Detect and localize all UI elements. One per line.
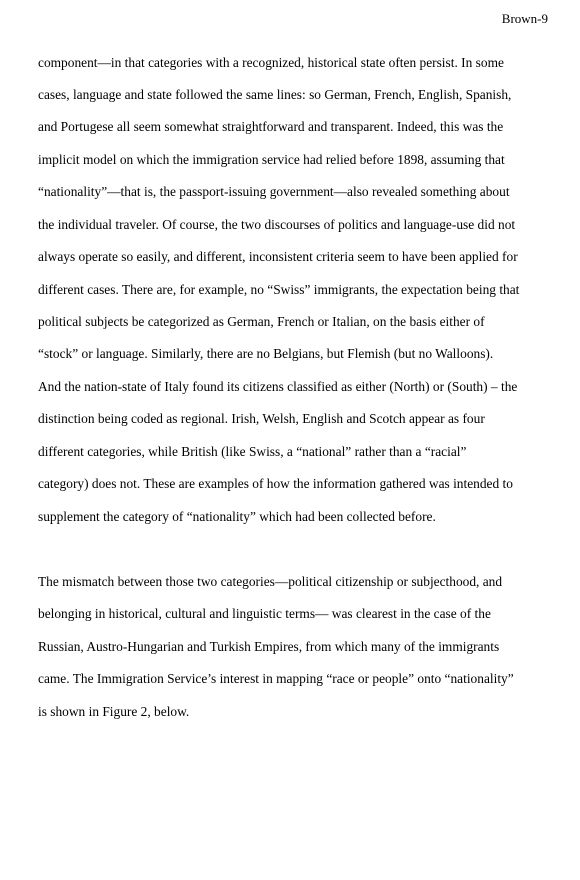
paragraph-line: came. The Immigration Service’s interest in mapping “race or people” onto “nationality” bbox=[38, 671, 514, 686]
paragraph-line: supplement the category of “nationality” which had been collected before. bbox=[38, 509, 436, 524]
paragraph-line: different categories, while British (like Swiss, a “national” rather than a “racial” bbox=[38, 444, 467, 459]
paragraph-line: The mismatch between those two categories—political citizenship or subjecthood, and bbox=[38, 574, 503, 589]
paragraph-line: belonging in historical, cultural and linguistic terms— was clearest in the case of the bbox=[38, 606, 491, 621]
paragraph-line: always operate so easily, and different, inconsistent criteria seem to have been applied for bbox=[38, 249, 518, 264]
paragraph-line: “stock” or language. Similarly, there are no Belgians, but Flemish (but no Walloons). bbox=[38, 346, 494, 361]
paragraph-line: the individual traveler. Of course, the two discourses of politics and language-use did not bbox=[38, 217, 516, 232]
paragraph-line: component—in that categories with a recognized, historical state often persist. In some bbox=[38, 55, 504, 70]
paragraph-line: cases, language and state followed the same lines: so German, French, English, Spanish, bbox=[38, 87, 512, 102]
paragraph-line: Russian, Austro-Hungarian and Turkish Empires, from which many of the immigrants bbox=[38, 639, 500, 654]
paragraph-line: political subjects be categorized as German, French or Italian, on the basis either of bbox=[38, 314, 485, 329]
paragraph-line: And the nation-state of Italy found its citizens classified as either (North) or (South) – the bbox=[38, 379, 518, 394]
paragraph-line: and Portugese all seem somewhat straightforward and transparent. Indeed, this was the bbox=[38, 119, 504, 134]
paragraph-line: category) does not. These are examples of how the information gathered was intended to bbox=[38, 476, 513, 491]
paragraph-line: “nationality”—that is, the passport-issuing government—also revealed something about bbox=[38, 184, 510, 199]
paragraph-line: distinction being coded as regional. Irish, Welsh, English and Scotch appear as four bbox=[38, 411, 485, 426]
paragraph-line: different cases. There are, for example, no “Swiss” immigrants, the expectation being that bbox=[38, 282, 520, 297]
paragraph-line: implicit model on which the immigration service had relied before 1898, assuming that bbox=[38, 152, 505, 167]
page-header: Brown-9 bbox=[501, 11, 548, 26]
paragraph-line: is shown in Figure 2, below. bbox=[38, 704, 190, 719]
